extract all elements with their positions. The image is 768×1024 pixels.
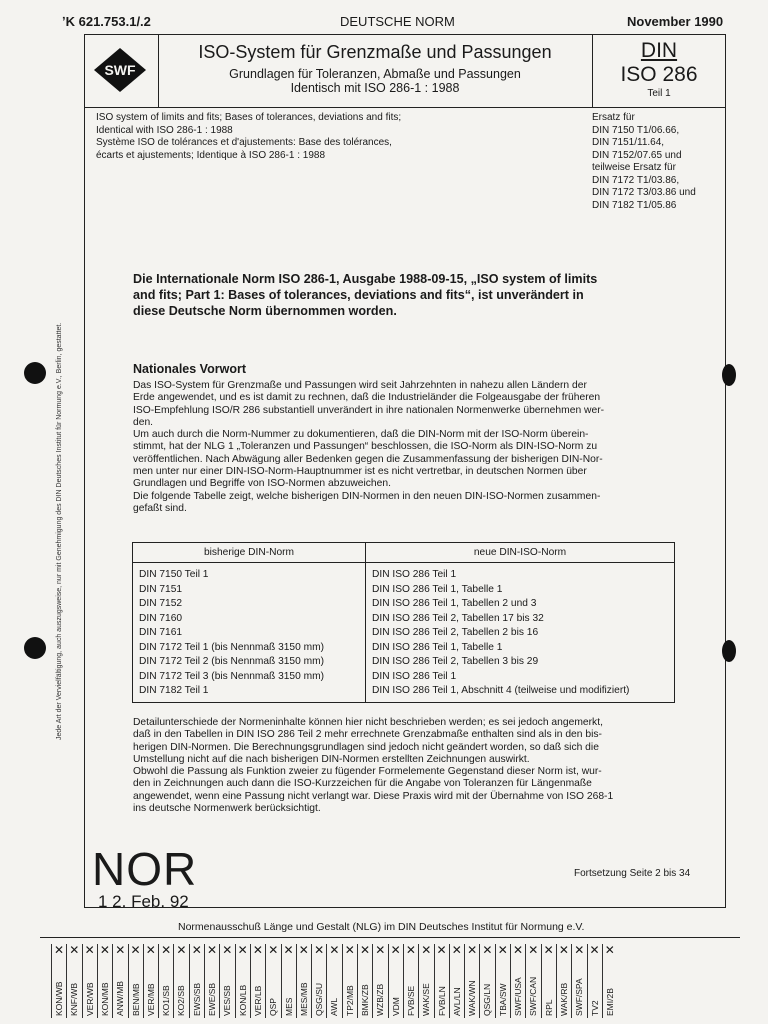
check-mark-icon: ✕ <box>298 943 309 957</box>
din-number: ISO 286 <box>620 63 698 86</box>
replacement-line: DIN 7152/07.65 und <box>592 149 682 161</box>
text-line: stimmt, hat der NLG 1 „Toleranzen und Passungen“ beschlossen, die ISO-Norm als DIN-ISO-Norm zu <box>133 441 598 453</box>
routing-code-label: ANW/MB <box>115 981 126 1016</box>
routing-code <box>66 944 82 1018</box>
check-mark-icon: ✕ <box>268 943 279 957</box>
check-mark-icon: ✕ <box>314 943 325 957</box>
routing-code <box>112 944 128 1018</box>
old-norm: DIN 7152 <box>139 598 183 609</box>
text-line: men unter nur einer DIN-ISO-Norm-Hauptnummer ist es nicht vertretbar, in deutschen Normen über <box>133 466 587 478</box>
routing-code <box>250 944 266 1018</box>
check-mark-icon: ✕ <box>604 943 615 957</box>
check-mark-icon: ✕ <box>191 943 202 957</box>
routing-code-label: VDM <box>390 997 401 1016</box>
replacement-line: Ersatz für <box>592 112 635 123</box>
intro-line: Die Internationale Norm ISO 286-1, Ausgabe 1988-09-15, „ISO system of limits <box>133 272 598 286</box>
text-line: Die folgende Tabelle zeigt, welche bisherigen DIN-Normen in den neuen DIN-ISO-Normen zusammen- <box>133 490 601 502</box>
routing-code-label: TV2 <box>589 1000 600 1016</box>
translation-line: ISO system of limits and fits; Bases of tolerances, deviations and fits; <box>96 112 402 123</box>
check-mark-icon: ✕ <box>344 943 355 957</box>
routing-code <box>372 944 388 1018</box>
routing-code-label: VES/SB <box>222 985 233 1016</box>
check-mark-icon: ✕ <box>543 943 554 957</box>
footer-rule <box>40 937 740 938</box>
routing-code-label: KON/WB <box>54 981 64 1016</box>
routing-code <box>342 944 358 1018</box>
routing-code-label: WZB/ZB <box>375 983 386 1016</box>
column-header: bisherige DIN-Norm <box>133 543 366 563</box>
routing-code-label: KNF/WB <box>69 982 80 1016</box>
check-mark-icon: ✕ <box>497 943 508 957</box>
punch-hole <box>722 640 736 662</box>
routing-code-label: VER/WB <box>84 982 95 1016</box>
copyright-notice: Jede Art der Vervielfältigung, auch auszugsweise, nur mit Genehmigung des DIN Deutsches Institut für Normung e.V., Berlin, gestattet. <box>56 322 63 740</box>
vorwort-text <box>133 380 678 515</box>
check-mark-icon: ✕ <box>451 943 462 957</box>
routing-code <box>143 944 159 1018</box>
new-norm: DIN ISO 286 Teil 1 <box>372 569 457 580</box>
text-line: Um auch durch die Norm-Nummer zu dokumentieren, daß die DIN-Norm mit der ISO-Norm überein- <box>133 429 589 441</box>
check-mark-icon: ✕ <box>558 943 569 957</box>
replacement-line: DIN 7151/11.64, <box>592 137 665 148</box>
old-norm: DIN 7182 Teil 1 <box>139 685 209 696</box>
old-norm: DIN 7172 Teil 2 (bis Nennmaß 3150 mm) <box>139 656 324 667</box>
check-mark-icon: ✕ <box>390 943 401 957</box>
new-norm: DIN ISO 286 Teil 1, Tabellen 2 und 3 <box>372 598 537 609</box>
text-line: angewendet, wenn eine Passung nicht verlangt war. Diese Praxis wird mit der Übernahme von ISO 268-1 <box>133 790 614 802</box>
translated-titles <box>96 112 576 162</box>
intro-line: diese Deutsche Norm übernommen worden. <box>133 304 397 318</box>
old-norm: DIN 7160 <box>139 612 183 624</box>
din-part: Teil 1 <box>647 88 671 99</box>
new-norm: DIN ISO 286 Teil 2, Tabellen 17 bis 32 <box>372 612 544 624</box>
routing-code-label: KON/MB <box>99 982 110 1016</box>
check-mark-icon: ✕ <box>589 943 600 957</box>
check-mark-icon: ✕ <box>375 943 386 957</box>
routing-code <box>326 944 342 1018</box>
routing-code <box>311 944 327 1018</box>
routing-code-label: QSP <box>268 998 279 1016</box>
replacement-line: DIN 7150 T1/06.66, <box>592 124 680 136</box>
din-divider <box>592 34 593 108</box>
routing-code-label: SWF/USA <box>513 977 523 1016</box>
routing-code <box>158 944 174 1018</box>
routing-code-label: FVB/SE <box>405 985 416 1016</box>
routing-code <box>602 944 618 1018</box>
table-header-row <box>133 543 675 563</box>
routing-code <box>434 944 450 1018</box>
routing-code <box>403 944 419 1018</box>
routing-code <box>525 944 541 1018</box>
routing-code <box>296 944 312 1018</box>
routing-code <box>587 944 603 1018</box>
new-norm: DIN ISO 286 Teil 1, Abschnitt 4 (teilweise und modifiziert) <box>372 685 630 696</box>
text-line: Grundlagen und Begriffe von ISO-Normen abzuweichen. <box>133 478 391 490</box>
routing-code-label: BMK/ZB <box>360 984 370 1016</box>
text-line: ins deutsche Normenwerk berücksichtigt. <box>133 803 321 815</box>
routing-code-label: BEN/MB <box>130 983 141 1016</box>
received-stamp: NOR <box>92 843 198 895</box>
replacement-line: teilweise Ersatz für <box>592 162 676 173</box>
new-norms-cell <box>366 563 675 703</box>
punch-hole <box>722 364 736 386</box>
check-mark-icon: ✕ <box>130 943 141 957</box>
document-identity: Identisch mit ISO 286-1 : 1988 <box>290 81 460 95</box>
routing-code-label: VER/LB <box>252 985 263 1016</box>
column-header: neue DIN-ISO-Norm <box>366 543 675 563</box>
new-norm: DIN ISO 286 Teil 2, Tabellen 2 bis 16 <box>372 627 539 638</box>
replacement-line: DIN 7172 T3/03.86 und <box>592 187 696 198</box>
document-reference: ʼK 621.753.1/.2 <box>62 14 151 29</box>
routing-code-label: AWL <box>329 997 340 1016</box>
routing-code <box>464 944 480 1018</box>
logo-divider <box>158 34 159 108</box>
routing-code-label: TP2/MB <box>344 985 355 1016</box>
intro-line: and fits; Part 1: Bases of tolerances, deviations and fits“, ist unverändert in <box>133 288 584 302</box>
check-mark-icon: ✕ <box>482 943 493 957</box>
routing-code <box>235 944 251 1018</box>
routing-code <box>388 944 404 1018</box>
replacement-line: DIN 7172 T1/03.86, <box>592 174 680 186</box>
routing-code <box>265 944 281 1018</box>
routing-code <box>449 944 465 1018</box>
translation-line: écarts et ajustements; Identique à ISO 286-1 : 1988 <box>96 149 326 161</box>
routing-code <box>173 944 189 1018</box>
din-label: DIN <box>640 39 678 62</box>
routing-code <box>479 944 495 1018</box>
check-mark-icon: ✕ <box>528 943 539 957</box>
old-norm: DIN 7161 <box>139 627 183 638</box>
routing-code <box>189 944 205 1018</box>
intro-statement <box>133 271 678 319</box>
new-norm: DIN ISO 286 Teil 2, Tabellen 3 bis 29 <box>372 656 539 667</box>
routing-code <box>219 944 235 1018</box>
routing-code-label: TBA/SW <box>497 983 508 1016</box>
routing-code-label: MES <box>283 997 294 1016</box>
routing-code <box>556 944 572 1018</box>
stamp-date: 1 2. Feb. 92 <box>98 892 189 911</box>
continuation-note: Fortsetzung Seite 2 bis 34 <box>574 868 691 879</box>
document-title: ISO-System für Grenzmaße und Passungen <box>198 42 552 62</box>
text-line: Das ISO-System für Grenzmaße und Passungen wird seit Jahrzehnten in nahezu allen Ländern der <box>133 380 587 391</box>
routing-code-label: VER/MB <box>145 983 156 1016</box>
routing-code <box>357 944 373 1018</box>
routing-code <box>541 944 557 1018</box>
check-mark-icon: ✕ <box>99 943 110 957</box>
routing-code <box>510 944 526 1018</box>
table-row <box>133 563 675 703</box>
check-mark-icon: ✕ <box>176 943 187 957</box>
old-norm: DIN 7150 Teil 1 <box>139 569 209 580</box>
old-norm: DIN 7151 <box>139 583 183 595</box>
check-mark-icon: ✕ <box>84 943 95 957</box>
vorwort-closing-text <box>133 717 678 815</box>
routing-code-label: EWE/SB <box>207 982 217 1016</box>
check-mark-icon: ✕ <box>207 943 218 957</box>
check-mark-icon: ✕ <box>329 943 340 957</box>
text-line: gefaßt sind. <box>133 502 187 514</box>
text-line: Detailunterschiede der Normeninhalte können hier nicht beschrieben werden; es sei jedoch angemerkt, <box>133 717 603 728</box>
routing-code <box>128 944 144 1018</box>
check-mark-icon: ✕ <box>115 943 126 957</box>
routing-code-label: KON/LB <box>237 984 248 1016</box>
routing-code <box>571 944 587 1018</box>
svg-text:SWF: SWF <box>104 62 136 78</box>
text-line: den. <box>133 416 154 428</box>
text-line: herigen DIN-Normen. Die Berechnungsgrundlagen sind jedoch nicht geändert worden, so daß sich die <box>133 741 599 753</box>
document-subtitle: Grundlagen für Toleranzen, Abmaße und Passungen <box>229 67 521 81</box>
routing-code-label: KO2/SB <box>176 985 187 1016</box>
check-mark-icon: ✕ <box>421 943 432 957</box>
footer-organization: Normenausschuß Länge und Gestalt (NLG) im DIN Deutsches Institut für Normung e.V. <box>178 921 585 933</box>
check-mark-icon: ✕ <box>405 943 416 957</box>
routing-code-label: EMI/2B <box>604 988 615 1016</box>
check-mark-icon: ✕ <box>161 943 172 957</box>
translation-line: Système ISO de tolérances et d'ajustements: Base des tolérances, <box>96 137 392 148</box>
new-norm: DIN ISO 286 Teil 1, Tabelle 1 <box>372 641 503 653</box>
routing-code-label: SWF/SPA <box>574 978 585 1016</box>
swf-logo <box>92 46 148 94</box>
old-norm: DIN 7172 Teil 3 (bis Nennmaß 3150 mm) <box>139 670 324 682</box>
routing-code <box>418 944 434 1018</box>
check-mark-icon: ✕ <box>252 943 263 957</box>
routing-code-label: SWF/CAN <box>528 976 539 1016</box>
check-mark-icon: ✕ <box>513 943 524 957</box>
routing-code-label: KO1/SB <box>161 985 172 1016</box>
translation-line: Identical with ISO 286-1 : 1988 <box>96 124 233 136</box>
check-mark-icon: ✕ <box>237 943 248 957</box>
routing-code <box>51 944 67 1018</box>
norm-mapping-table <box>132 542 675 703</box>
routing-code-label: RPL <box>543 999 554 1016</box>
routing-code-label: WAK/WN <box>467 980 478 1016</box>
routing-code <box>82 944 98 1018</box>
routing-code-label: EWS/SB <box>191 982 202 1016</box>
routing-code <box>495 944 511 1018</box>
text-line: veröffentlichen. Nach Abwägung aller Bedenken gegen die Zusammenfassung der bisherigen DIN-Nor- <box>133 453 603 465</box>
check-mark-icon: ✕ <box>360 943 371 957</box>
routing-code-label: MES/MB <box>298 982 309 1016</box>
text-line: daß in den Tabellen in DIN ISO 286 Teil 2 mehr errechnete Grenzabmaße enthalten sind als in den bis- <box>133 729 602 741</box>
document-date: November 1990 <box>627 14 724 29</box>
document-type: DEUTSCHE NORM <box>340 14 455 29</box>
routing-code-label: AVL/LN <box>451 987 462 1016</box>
routing-code-label: WAK/RB <box>558 982 569 1016</box>
section-heading: Nationales Vorwort <box>133 362 246 376</box>
old-norm: DIN 7172 Teil 1 (bis Nennmaß 3150 mm) <box>139 641 324 653</box>
routing-code-label: QSG/SU <box>314 982 325 1016</box>
check-mark-icon: ✕ <box>54 943 65 957</box>
check-mark-icon: ✕ <box>222 943 233 957</box>
routing-code <box>204 944 220 1018</box>
text-line: ISO-Empfehlung ISO/R 286 substantiell unverändert in ihre nationalen Normenwerke übernehmen wer- <box>133 404 605 416</box>
header-divider <box>84 107 726 108</box>
text-line: Obwohl die Passung als Funktion zweier zu fügender Formelemente Gegenstand dieser Norm ist, wur- <box>133 766 602 778</box>
text-line: den in Zeichnungen auch dann die ISO-Kurzzeichen für die Angabe von Toleranzen für Längenmaße <box>133 778 592 790</box>
replacement-list <box>592 112 722 212</box>
routing-code <box>281 944 297 1018</box>
check-mark-icon: ✕ <box>467 943 478 957</box>
check-mark-icon: ✕ <box>436 943 447 957</box>
new-norm: DIN ISO 286 Teil 1, Tabelle 1 <box>372 583 503 595</box>
new-norm: DIN ISO 286 Teil 1 <box>372 670 457 682</box>
replacement-line: DIN 7182 T1/05.86 <box>592 199 677 211</box>
routing-code-label: QSG/LN <box>482 983 493 1016</box>
routing-code <box>97 944 113 1018</box>
routing-code-label: FVB/LN <box>436 986 447 1016</box>
check-mark-icon: ✕ <box>574 943 585 957</box>
punch-hole <box>24 637 46 659</box>
punch-hole <box>24 362 46 384</box>
check-mark-icon: ✕ <box>283 943 294 957</box>
text-line: Umstellung nicht auf die nach bisherigen DIN-Normen erstellten Zeichnungen auswirkt. <box>133 753 530 765</box>
text-line: Erde angewendet, und es ist damit zu rechnen, daß die Industrieländer die Folgeausgabe der früheren <box>133 392 601 404</box>
routing-code-label: WAK/SE <box>421 983 432 1016</box>
check-mark-icon: ✕ <box>145 943 156 957</box>
check-mark-icon: ✕ <box>69 943 80 957</box>
old-norms-cell <box>133 563 366 703</box>
